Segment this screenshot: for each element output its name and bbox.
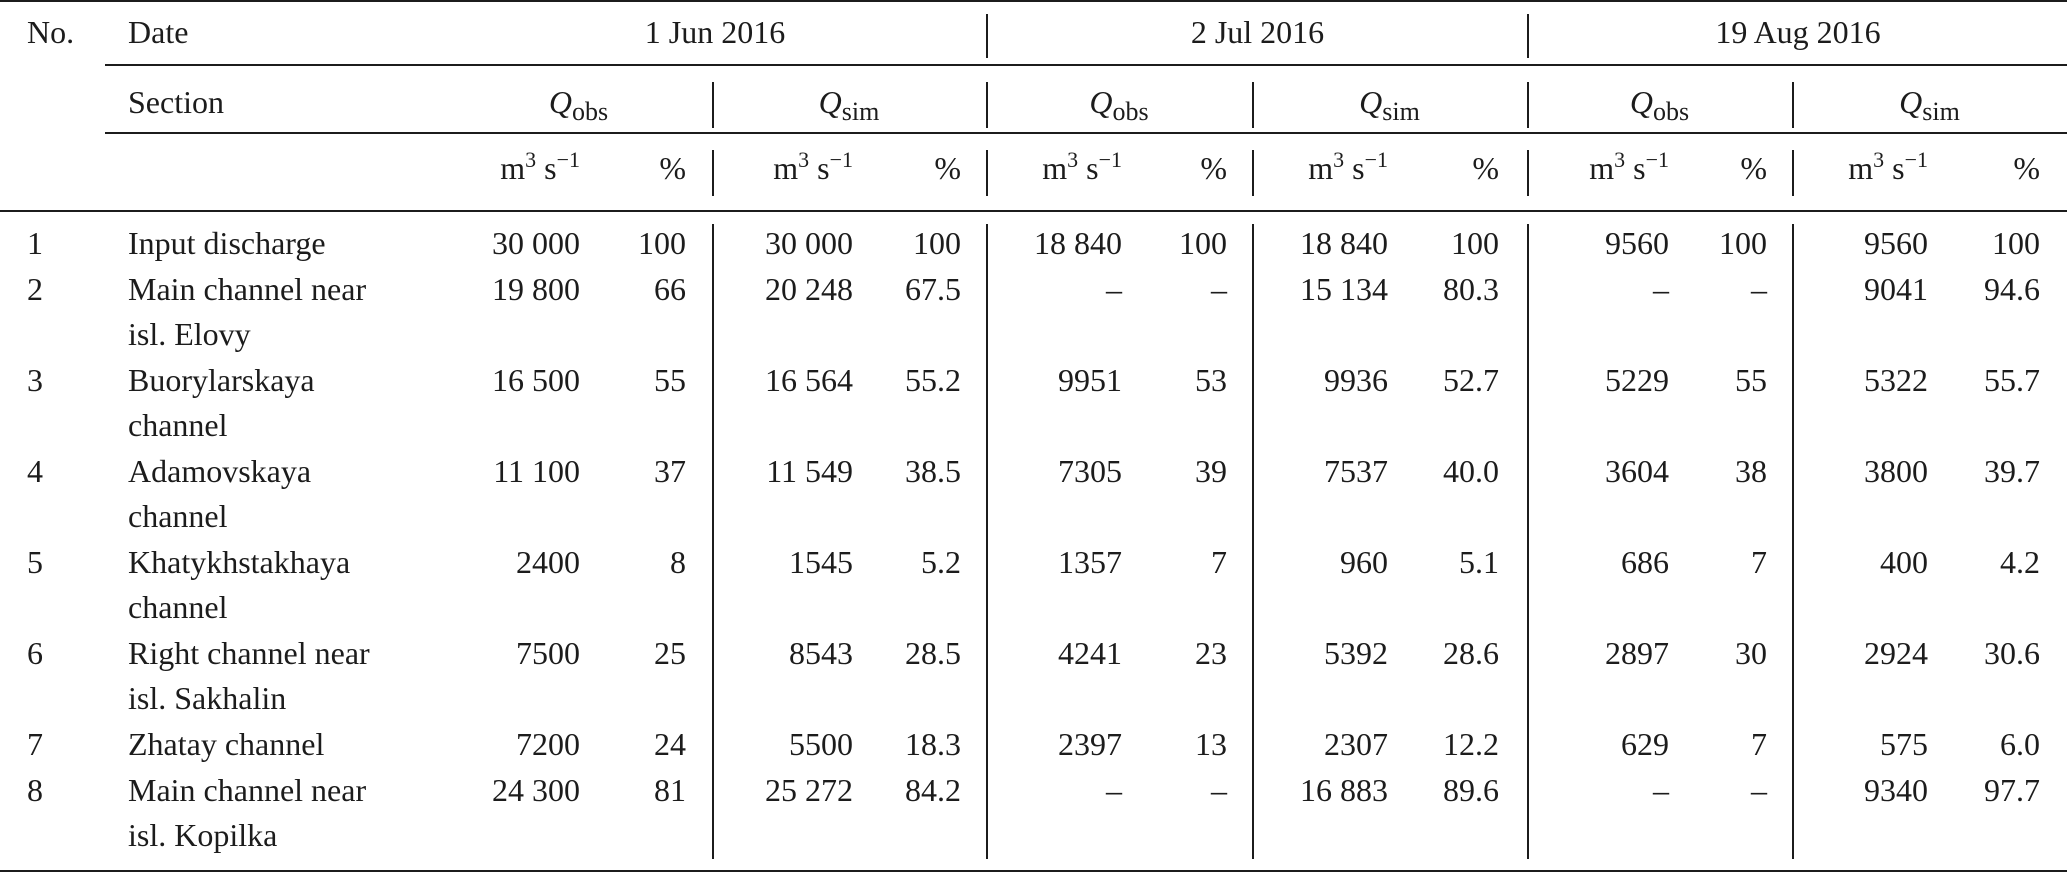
table-cell: 8 — [670, 544, 686, 580]
table-cell: 18 840 — [1300, 225, 1388, 261]
table-cell: 11 100 — [493, 453, 580, 489]
table-cell: 4241 — [1058, 635, 1122, 671]
table-cell: 18.3 — [905, 726, 961, 762]
table-cell: 24 — [654, 726, 686, 762]
table-cell: 5229 — [1605, 362, 1669, 398]
unit-rest: s — [1344, 150, 1365, 186]
table-cell: 52.7 — [1443, 362, 1499, 398]
table-cell: 7 — [1211, 544, 1227, 580]
table-cell: 7500 — [516, 635, 580, 671]
percent-label: % — [934, 150, 961, 186]
body-separator — [712, 224, 714, 859]
bottom-rule — [0, 870, 2067, 872]
table-cell: 94.6 — [1984, 271, 2040, 307]
table-cell: 100 — [913, 225, 961, 261]
q-symbol: Q — [818, 84, 842, 120]
unit-rest: s — [536, 150, 557, 186]
table-cell: 16 564 — [765, 362, 853, 398]
unit-exponent: −1 — [1364, 147, 1388, 172]
unit-exponent: 3 — [798, 147, 810, 172]
row-number: 4 — [27, 453, 43, 489]
unit-separator — [1252, 150, 1254, 196]
unit-exponent: −1 — [829, 147, 853, 172]
table-cell: 12.2 — [1443, 726, 1499, 762]
unit-label — [1489, 146, 1669, 190]
q-symbol: Q — [1089, 84, 1113, 120]
table-cell: 55 — [1735, 362, 1767, 398]
unit-exponent: −1 — [556, 147, 580, 172]
table-cell: 67.5 — [905, 271, 961, 307]
row-number: 3 — [27, 362, 43, 398]
table-cell: – — [1211, 271, 1227, 307]
row-number: 6 — [27, 635, 43, 671]
table-cell: – — [1106, 271, 1122, 307]
section-name: channel — [128, 498, 228, 534]
table-cell: 2897 — [1605, 635, 1669, 671]
table-cell: 66 — [654, 271, 686, 307]
unit-label — [400, 146, 580, 190]
date-2: 2 Jul 2016 — [1190, 14, 1325, 50]
table-cell: 55.2 — [905, 362, 961, 398]
row-number: 1 — [27, 225, 43, 261]
top-rule — [0, 0, 2067, 2]
q-symbol: Q — [1359, 84, 1383, 120]
table-cell: 9560 — [1605, 225, 1669, 261]
q-separator — [1252, 82, 1254, 128]
table-cell: 7 — [1751, 726, 1767, 762]
table-cell: 24 300 — [492, 772, 580, 808]
date-3: 19 Aug 2016 — [1715, 14, 1881, 50]
q-symbol: Q — [1899, 84, 1923, 120]
table-cell: 30.6 — [1984, 635, 2040, 671]
unit-exponent: −1 — [1645, 147, 1669, 172]
table-cell: – — [1751, 772, 1767, 808]
table-cell: 9560 — [1864, 225, 1928, 261]
body-separator — [986, 224, 988, 859]
section-name: Right channel near — [128, 635, 370, 671]
unit-exponent: −1 — [1904, 147, 1928, 172]
table-cell: 40.0 — [1443, 453, 1499, 489]
table-cell: 13 — [1195, 726, 1227, 762]
section-name: Khatykhstakhaya — [128, 544, 351, 580]
table-cell: 7305 — [1058, 453, 1122, 489]
table-cell: 80.3 — [1443, 271, 1499, 307]
q-sim-header — [1252, 80, 1527, 124]
unit-label — [942, 146, 1122, 190]
unit-base: m — [1589, 150, 1615, 186]
section-name: Zhatay channel — [128, 726, 325, 762]
row-number: 8 — [27, 772, 43, 808]
unit-base: m — [1308, 150, 1334, 186]
section-name: Adamovskaya — [128, 453, 312, 489]
percent-label: % — [1472, 150, 1499, 186]
unit-separator — [712, 150, 714, 196]
table-cell: 25 — [654, 635, 686, 671]
table-cell: 5322 — [1864, 362, 1928, 398]
table-cell: 100 — [638, 225, 686, 261]
section-name: Main channel near — [128, 271, 367, 307]
table-cell: 53 — [1195, 362, 1227, 398]
section-name: Buorylarskaya — [128, 362, 315, 398]
body-separator — [1252, 224, 1254, 859]
table-cell: – — [1106, 772, 1122, 808]
q-symbol: Q — [1629, 84, 1653, 120]
unit-exponent: 3 — [525, 147, 537, 172]
unit-label — [673, 146, 853, 190]
unit-base: m — [500, 150, 526, 186]
table-cell: 100 — [1451, 225, 1499, 261]
section-name: isl. Sakhalin — [128, 680, 287, 716]
table-cell: 20 248 — [765, 271, 853, 307]
obs-subscript: obs — [1112, 97, 1149, 126]
table-cell: 1357 — [1058, 544, 1122, 580]
q-obs-header — [986, 80, 1252, 124]
unit-exponent: 3 — [1873, 147, 1885, 172]
table-cell: – — [1653, 772, 1669, 808]
section-name: Main channel near — [128, 772, 367, 808]
date-subrule — [105, 64, 2067, 66]
percent-label: % — [1200, 150, 1227, 186]
section-name: channel — [128, 407, 228, 443]
table-cell: 400 — [1880, 544, 1928, 580]
table-cell: 2307 — [1324, 726, 1388, 762]
table-cell: 1545 — [789, 544, 853, 580]
table-cell: 97.7 — [1984, 772, 2040, 808]
section-name: isl. Kopilka — [128, 817, 278, 853]
unit-base: m — [773, 150, 799, 186]
table-cell: 8543 — [789, 635, 853, 671]
percent-label: % — [659, 150, 686, 186]
unit-exponent: 3 — [1067, 147, 1079, 172]
table-cell: 55.7 — [1984, 362, 2040, 398]
table-cell: – — [1751, 271, 1767, 307]
table-cell: 100 — [1719, 225, 1767, 261]
body-separator — [1792, 224, 1794, 859]
table-cell: 2924 — [1864, 635, 1928, 671]
unit-label — [1208, 146, 1388, 190]
table-cell: 23 — [1195, 635, 1227, 671]
unit-separator — [1792, 150, 1794, 196]
unit-exponent: −1 — [1098, 147, 1122, 172]
table-cell: 25 272 — [765, 772, 853, 808]
table-cell: 5500 — [789, 726, 853, 762]
q-separator — [712, 82, 714, 128]
row-number: 2 — [27, 271, 43, 307]
table-cell: 28.5 — [905, 635, 961, 671]
table-cell: 9340 — [1864, 772, 1928, 808]
table-cell: 55 — [654, 362, 686, 398]
table-cell: 18 840 — [1034, 225, 1122, 261]
date-header: Date — [128, 14, 189, 50]
no-header: No. — [27, 14, 75, 50]
unit-exponent: 3 — [1333, 147, 1345, 172]
table-cell: 38.5 — [905, 453, 961, 489]
date-1: 1 Jun 2016 — [644, 14, 786, 50]
unit-base: m — [1042, 150, 1068, 186]
unit-rest: s — [1625, 150, 1646, 186]
unit-base: m — [1848, 150, 1874, 186]
table-cell: 16 883 — [1300, 772, 1388, 808]
table-cell: 960 — [1340, 544, 1388, 580]
table-cell: 629 — [1621, 726, 1669, 762]
table-cell: 4.2 — [2000, 544, 2040, 580]
table-cell: 7 — [1751, 544, 1767, 580]
unit-separator — [1527, 150, 1529, 196]
obs-subscript: obs — [1652, 97, 1690, 126]
section-name: isl. Elovy — [128, 316, 251, 352]
table-cell: 30 000 — [492, 225, 580, 261]
table-cell: 575 — [1880, 726, 1928, 762]
percent-label: % — [2013, 150, 2040, 186]
q-separator — [1527, 82, 1529, 128]
body-separator — [1527, 224, 1529, 859]
section-name: Input discharge — [128, 225, 326, 261]
table-cell: 30 — [1735, 635, 1767, 671]
table-cell: 9041 — [1864, 271, 1928, 307]
section-header: Section — [128, 84, 224, 120]
unit-rest: s — [1078, 150, 1099, 186]
table-cell: 28.6 — [1443, 635, 1499, 671]
table-cell: – — [1653, 271, 1669, 307]
table-cell: 7537 — [1324, 453, 1388, 489]
unit-separator — [986, 150, 988, 196]
q-symbol: Q — [548, 84, 572, 120]
table-cell: 6.0 — [2000, 726, 2040, 762]
table-cell: 686 — [1621, 544, 1669, 580]
table-cell: 30 000 — [765, 225, 853, 261]
q-obs-header — [1527, 80, 1792, 124]
header-bottom-rule — [0, 210, 2067, 212]
table-cell: 7200 — [516, 726, 580, 762]
table-cell: 38 — [1735, 453, 1767, 489]
section-subrule — [105, 132, 2067, 134]
unit-rest: s — [1884, 150, 1905, 186]
table-cell: 3604 — [1605, 453, 1669, 489]
q-sim-header — [712, 80, 986, 124]
percent-label: % — [1740, 150, 1767, 186]
table-cell: 39 — [1195, 453, 1227, 489]
unit-label — [1748, 146, 1928, 190]
table-cell: 39.7 — [1984, 453, 2040, 489]
table-cell: 84.2 — [905, 772, 961, 808]
q-separator — [1792, 82, 1794, 128]
row-number: 5 — [27, 544, 43, 580]
table-cell: – — [1211, 772, 1227, 808]
table-cell: 100 — [1179, 225, 1227, 261]
unit-rest: s — [809, 150, 830, 186]
table-cell: 19 800 — [492, 271, 580, 307]
table-cell: 16 500 — [492, 362, 580, 398]
row-number: 7 — [27, 726, 43, 762]
table-cell: 100 — [1992, 225, 2040, 261]
table-cell: 37 — [654, 453, 686, 489]
obs-subscript: obs — [571, 97, 609, 126]
q-separator — [986, 82, 988, 128]
table-cell: 9936 — [1324, 362, 1388, 398]
q-sim-header — [1792, 80, 2067, 124]
table-cell: 9951 — [1058, 362, 1122, 398]
sim-subscript: sim — [1382, 97, 1420, 126]
table-cell: 3800 — [1864, 453, 1928, 489]
table-cell: 81 — [654, 772, 686, 808]
unit-exponent: 3 — [1614, 147, 1626, 172]
table-cell: 2400 — [516, 544, 580, 580]
section-name: channel — [128, 589, 228, 625]
q-obs-header — [445, 80, 712, 124]
sim-subscript: sim — [841, 97, 880, 126]
table-cell: 89.6 — [1443, 772, 1499, 808]
table-cell: 11 549 — [766, 453, 853, 489]
table-cell: 5392 — [1324, 635, 1388, 671]
table-cell: 5.2 — [921, 544, 961, 580]
table-cell: 15 134 — [1300, 271, 1388, 307]
table-cell: 5.1 — [1459, 544, 1499, 580]
table-cell: 2397 — [1058, 726, 1122, 762]
sim-subscript: sim — [1922, 97, 1960, 126]
